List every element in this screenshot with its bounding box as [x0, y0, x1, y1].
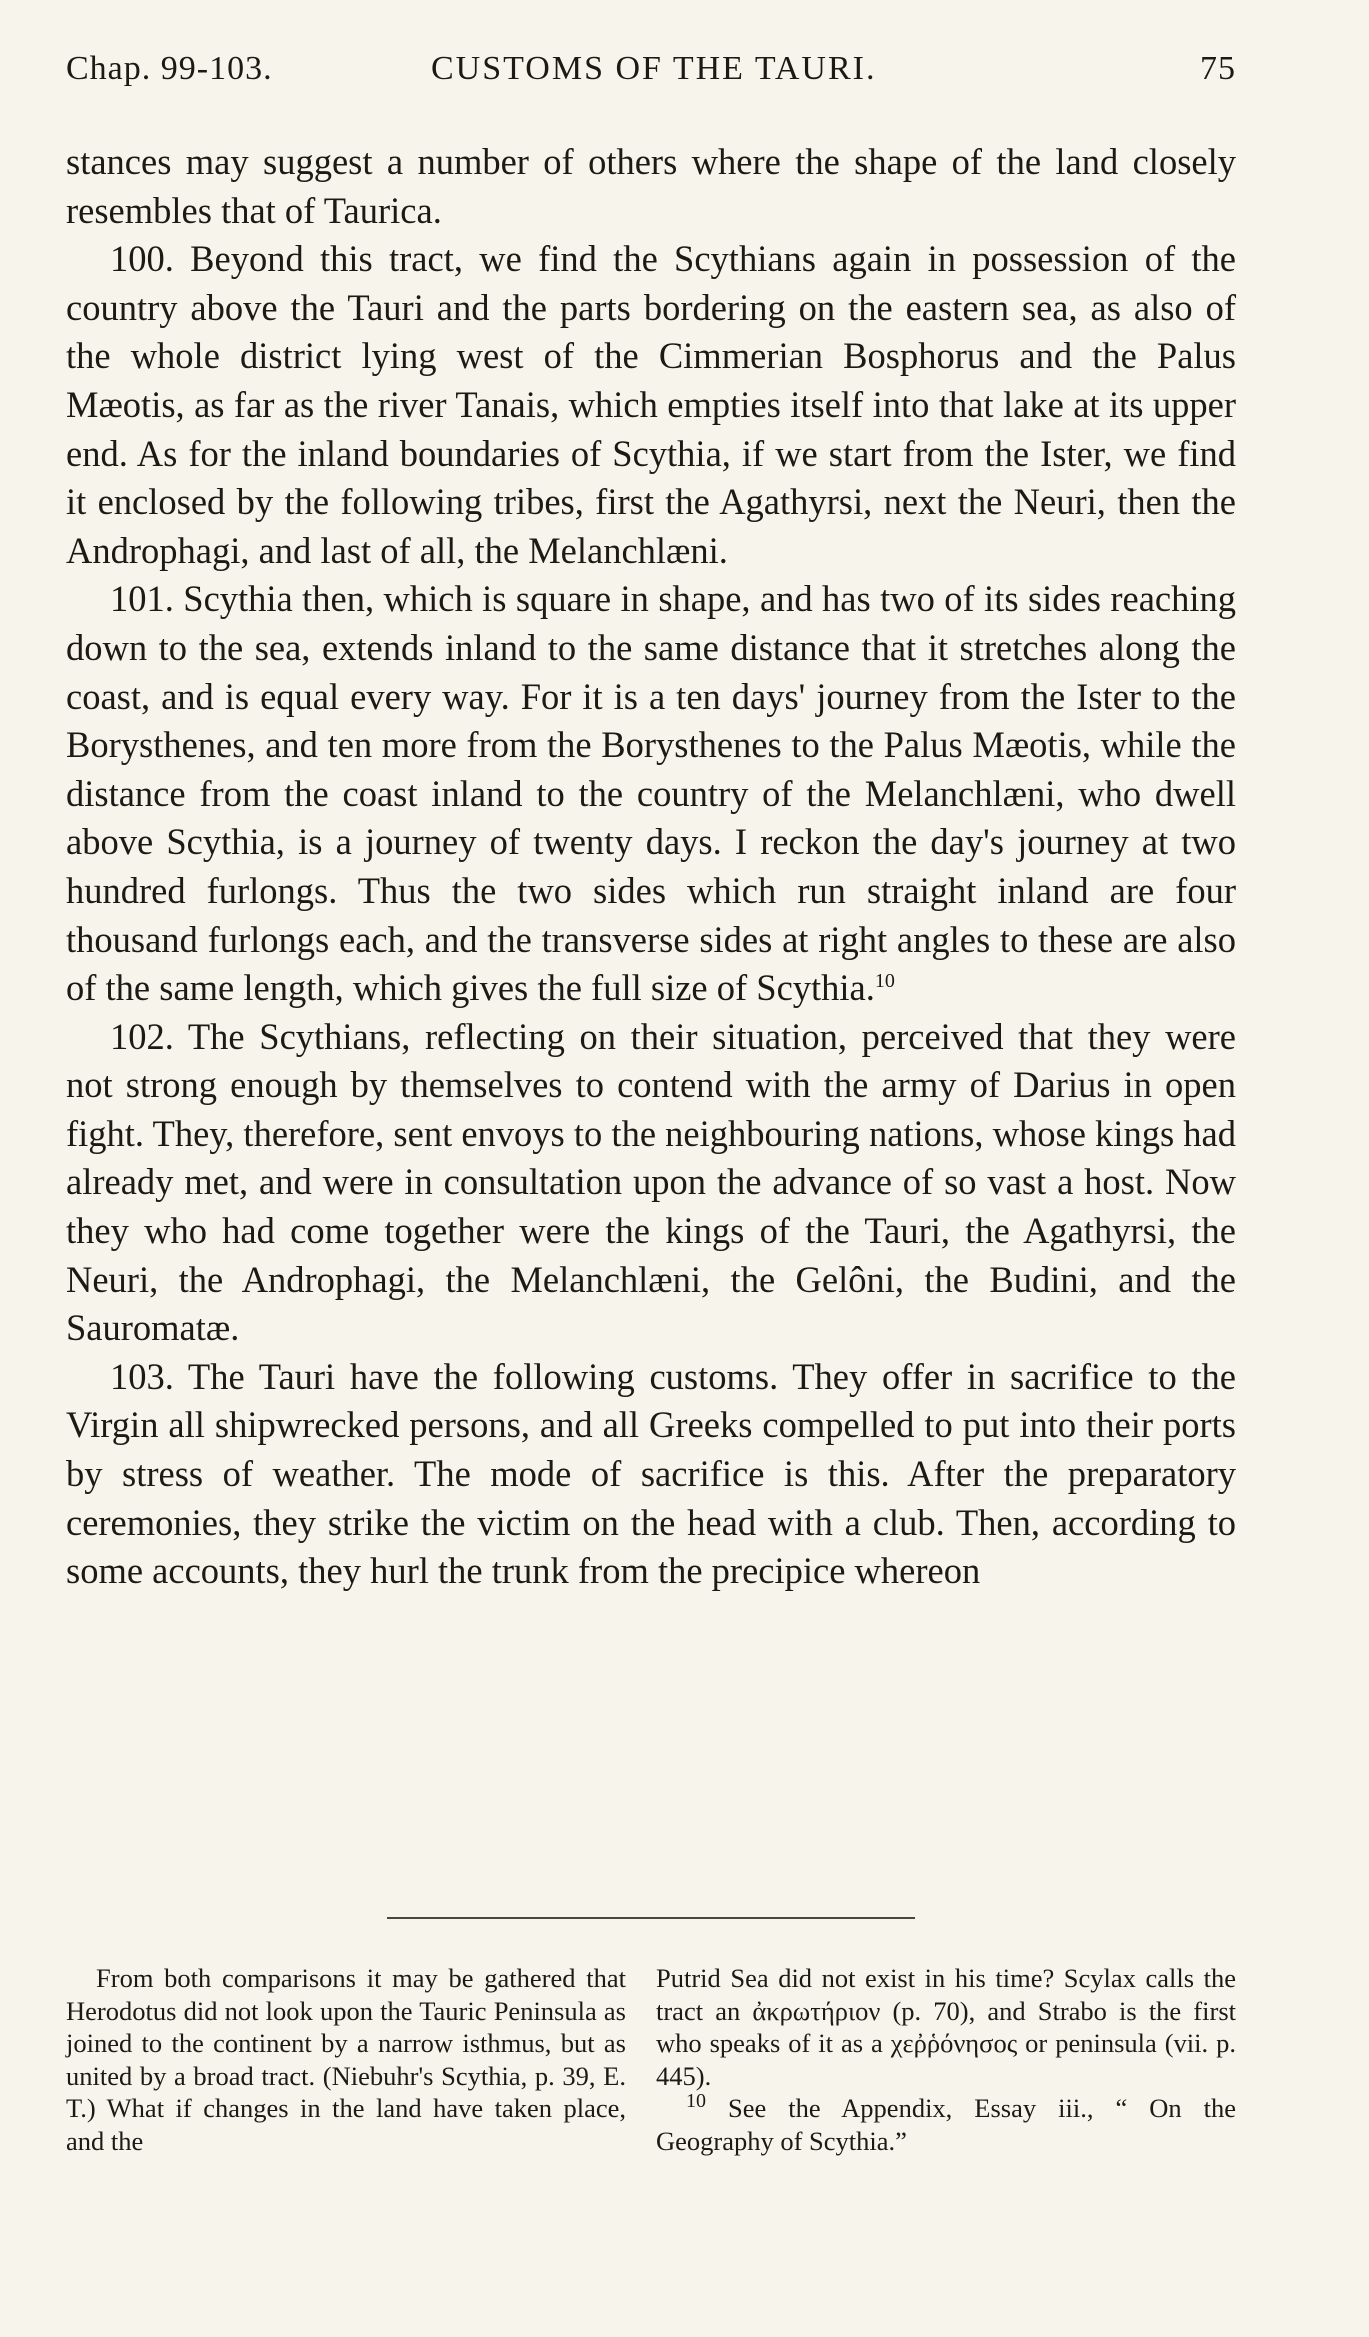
- footnote-text-left: From both comparisons it may be gathered that Herodotus did not look upon the Tauric Peninsula as joined to the continent by a narrow isthmus, but as united by a broad tract. (Niebuhr's Scythia, p. 39, E. T.) What if changes in the land have taken place, and the: [66, 1963, 626, 2156]
- footnote-10-text: See the Appendix, Essay iii., “ On the Geography of Scythia.”: [656, 2093, 1236, 2156]
- footnote-text-right: Putrid Sea did not exist in his time? Scylax calls the tract an ἀκρωτήριον (p. 70), and Strabo is the first who speaks of it as a χεῤῥόνησος or peninsula (vii. p. 445).: [656, 1963, 1236, 2091]
- footnotes: [66, 1962, 1236, 2162]
- running-head: [66, 50, 1236, 100]
- paragraph-102: 102. The Scythians, reflecting on their situation, perceived that they were not strong enough by themselves to contend with the army of Darius in open fight. They, therefore, sent envoys to the neighbouring nations, whose kings had already met, and were in consultation upon the advance of so vast a host. Now they who had come together were the kings of the Tauri, the Agathyrsi, the Neuri, the Androphagi, the Melanchlæni, the Gelôni, the Budini, and the Sauromatæ.: [66, 1015, 1236, 1349]
- footnote-column-left: [66, 1962, 626, 2158]
- paragraph-continued: stances may suggest a number of others where the shape of the land closely resembles that of Taurica.: [66, 141, 1236, 231]
- paragraph-101-text: 101. Scythia then, which is square in shape, and has two of its sides reaching down to the sea, extends inland to the same distance that it stretches along the coast, and is equal every way. For it is a ten days' journey from the Ister to the Borysthenes, and ten more from the Borysthenes to the Palus Mæotis, while the distance from the coast inland to the country of the Melanchlæni, who dwell above Scythia, is a journey of twenty days. I reckon the day's journey at two hundred furlongs. Thus the two sides which run straight inland are four thousand furlongs each, and the transverse sides at right angles to these are also of the same length, which gives the full size of Scythia.: [66, 578, 1236, 1009]
- footnote-column-right: [656, 1962, 1236, 2158]
- page-number: 75: [1200, 50, 1236, 87]
- page-title: CUSTOMS OF THE TAURI.: [431, 50, 877, 87]
- footnote-ref-10: 10: [874, 969, 895, 992]
- chapter-reference: Chap. 99-103.: [66, 50, 273, 87]
- footnote-10: [656, 2092, 1236, 2157]
- main-text: [66, 138, 1236, 1596]
- paragraph-100: 100. Beyond this tract, we find the Scythians again in possession of the country above the Tauri and the parts bordering on the eastern sea, as also of the whole district lying west of the Cimmerian Bosphorus and the Palus Mæotis, as far as the river Tanais, which empties itself into that lake at its upper end. As for the inland boundaries of Scythia, if we start from the Ister, we find it enclosed by the following tribes, first the Agathyrsi, next the Neuri, then the Androphagi, and last of all, the Melanchlæni.: [66, 238, 1236, 571]
- paragraph-101: [66, 575, 1236, 1012]
- footnote-divider: [387, 1917, 915, 1919]
- footnote-number-10: 10: [686, 2090, 706, 2113]
- paragraph-103: 103. The Tauri have the following customs. They offer in sacrifice to the Virgin all shipwrecked persons, and all Greeks compelled to put into their ports by stress of weather. The mode of sacrifice is this. After the preparatory ceremonies, they strike the victim on the head with a club. Then, according to some accounts, they hurl the trunk from the precipice whereon: [66, 1355, 1236, 1592]
